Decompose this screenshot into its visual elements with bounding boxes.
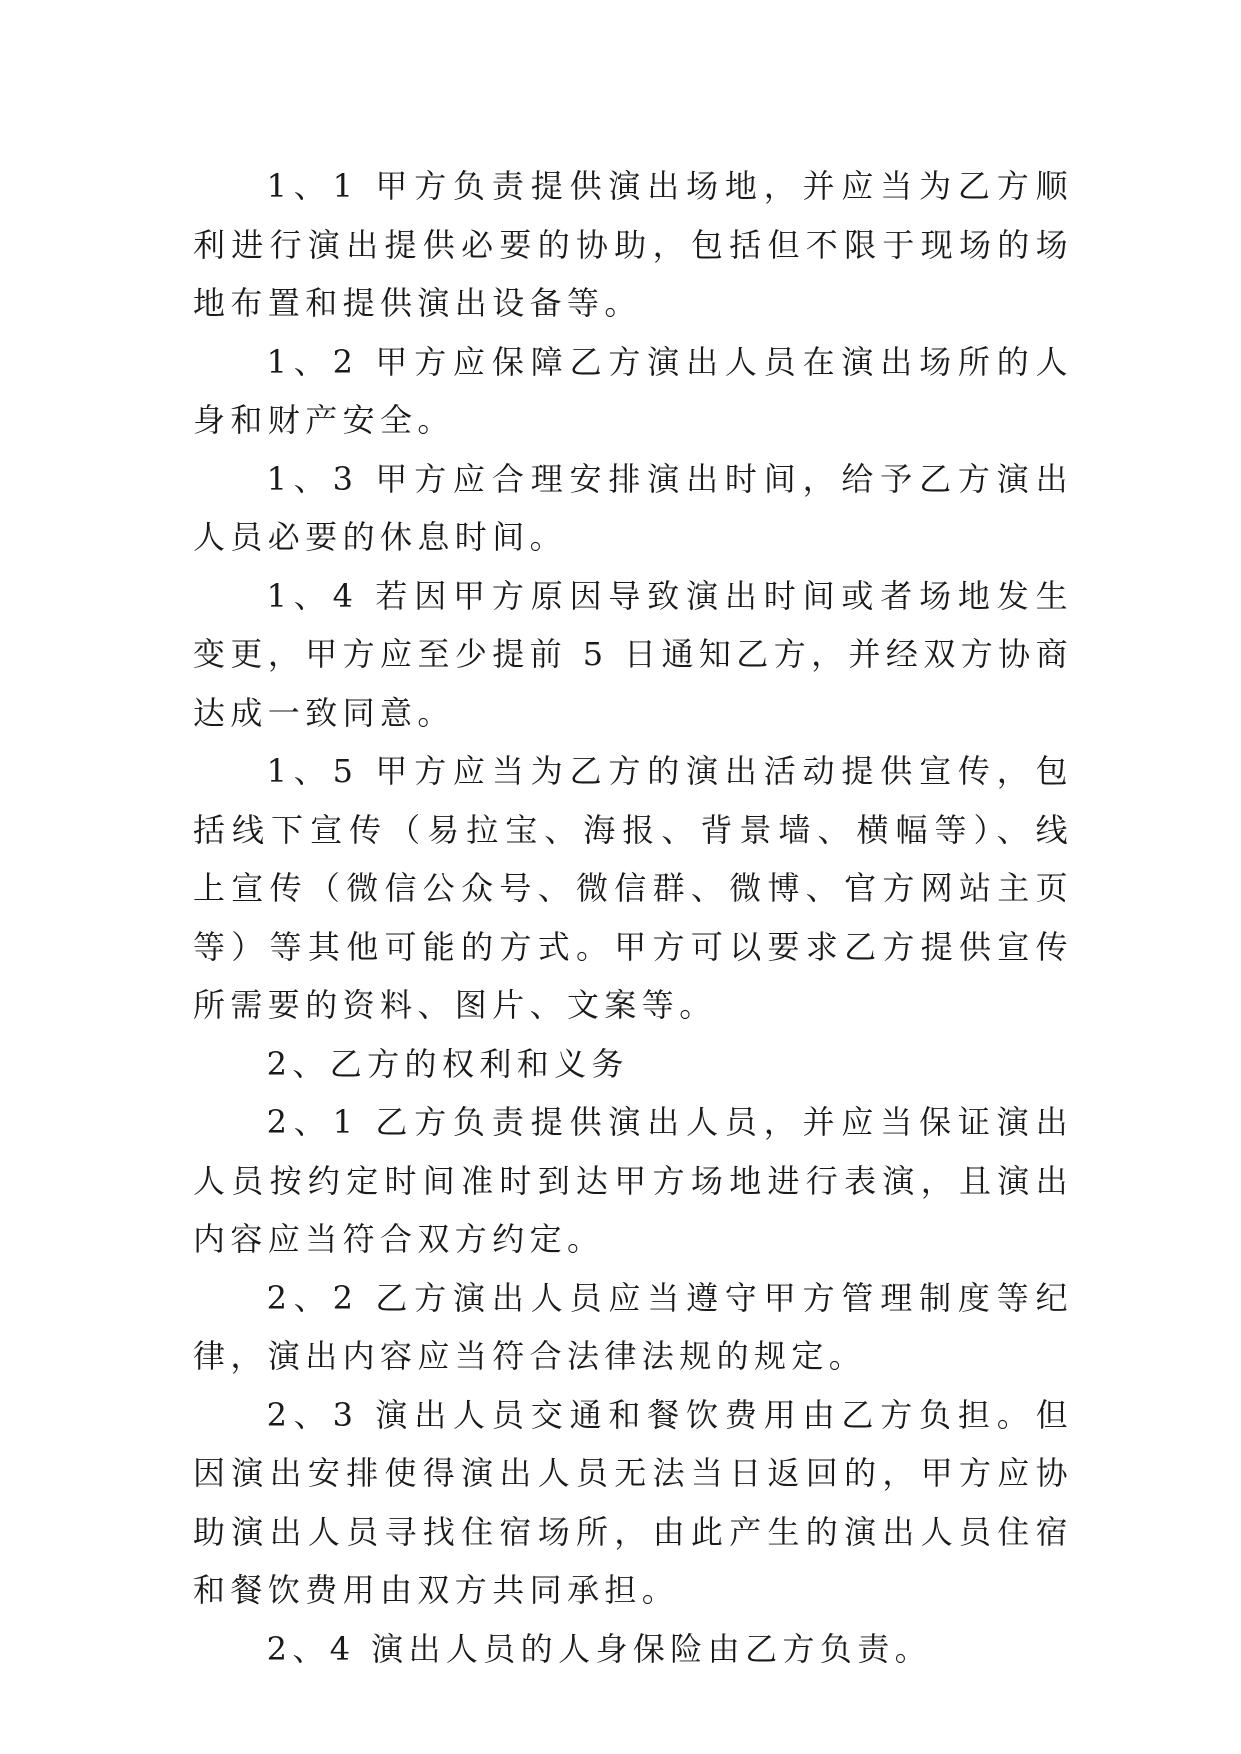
clause-1-3: 1、3 甲方应合理安排演出时间，给予乙方演出人员必要的休息时间。 — [193, 459, 1073, 556]
document-body — [193, 157, 1073, 1678]
clause-2-3: 2、3 演出人员交通和餐饮费用由乙方负担。但因演出安排使得演出人员无法当日返回的，甲方应协助演出人员寻找住宿场所，由此产生的演出人员住宿和餐饮费用由双方共同承担。 — [193, 1395, 1073, 1609]
clause-2-2: 2、2 乙方演出人员应当遵守甲方管理制度等纪律，演出内容应当符合法律法规的规定。 — [193, 1278, 1073, 1375]
clause-1-4: 1、4 若因甲方原因导致演出时间或者场地发生变更，甲方应至少提前 5 日通知乙方，并经双方协商达成一致同意。 — [193, 576, 1073, 732]
section-2-heading: 2、乙方的权利和义务 — [266, 1044, 629, 1083]
clause-1-1: 1、1 甲方负责提供演出场地，并应当为乙方顺利进行演出提供必要的协助，包括但不限于现场的场地布置和提供演出设备等。 — [193, 167, 1073, 322]
clause-2-4: 2、4 演出人员的人身保险由乙方负责。 — [266, 1629, 933, 1668]
clause-1-2: 1、2 甲方应保障乙方演出人员在演出场所的人身和财产安全。 — [193, 342, 1073, 439]
clause-2-1: 2、1 乙方负责提供演出人员，并应当保证演出人员按约定时间准时到达甲方场地进行表演，且演出内容应当符合双方约定。 — [193, 1103, 1073, 1258]
clause-1-5: 1、5 甲方应当为乙方的演出活动提供宣传，包括线下宣传（易拉宝、海报、背景墙、横幅等）、线上宣传（微信公众号、微信群、微博、官方网站主页等）等其他可能的方式。甲方可以要求乙方提供宣传所需要的资料、图片、文案等。 — [193, 752, 1073, 1024]
